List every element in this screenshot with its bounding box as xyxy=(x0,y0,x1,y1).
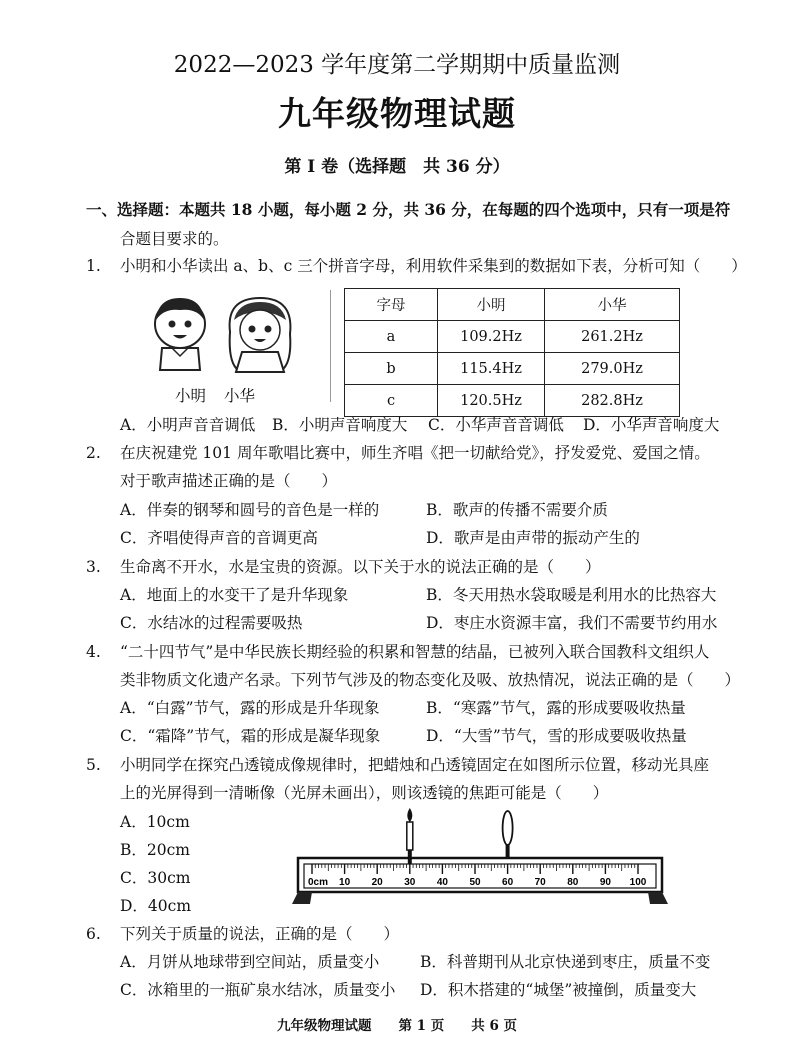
question-number: 5. xyxy=(86,756,101,774)
scale-label: 50 xyxy=(469,877,481,888)
question-text: “二十四节气”是中华民族长期经验的积累和智慧的结晶，已被列入联合国教科文组织人 xyxy=(120,643,710,661)
q1-option-c[interactable]: C．小华声音音调低 xyxy=(428,416,564,434)
question-text-cont: 上的光屏得到一清晰像（光屏未画出），则该透镜的焦距可能是（ ） xyxy=(120,784,609,802)
question-3 xyxy=(86,555,601,577)
q1-option-a[interactable]: A．小明声音音调低 xyxy=(120,416,256,434)
question-number: 1. xyxy=(86,257,101,275)
scale-label: 10 xyxy=(339,877,351,888)
q3-option-c[interactable]: C．水结冰的过程需要吸热 xyxy=(120,614,303,632)
q2-option-b[interactable]: B．歌声的传播不需要介质 xyxy=(426,501,608,519)
scale-label: 30 xyxy=(404,877,416,888)
scale-label: 0cm xyxy=(307,877,329,888)
q1-option-d[interactable]: D．小华声音响度大 xyxy=(583,416,720,434)
q3-option-b[interactable]: B．冬天用热水袋取暖是利用水的比热容大 xyxy=(426,586,717,604)
scale-label: 80 xyxy=(567,877,579,888)
question-text: 小明和小华读出 a、b、c 三个拼音字母，利用软件采集到的数据如下表，分析可知（ ） xyxy=(120,257,747,275)
q5-option-a[interactable]: A．10cm xyxy=(120,813,190,831)
label-xiaohua: 小华 xyxy=(224,387,256,405)
scale-label: 90 xyxy=(599,877,611,888)
table-cell: a xyxy=(345,321,438,353)
optical-bench xyxy=(290,808,670,906)
q4-option-a[interactable]: A．“白露”节气，露的形成是升华现象 xyxy=(120,699,380,717)
boy-figure xyxy=(155,298,205,370)
q2-option-a[interactable]: A．伴奏的钢琴和圆号的音色是一样的 xyxy=(120,501,380,519)
q6-option-c[interactable]: C．冰箱里的一瓶矿泉水结冰，质量变小 xyxy=(120,981,396,999)
q5-option-d[interactable]: D．40cm xyxy=(120,897,192,915)
question-number: 6. xyxy=(86,925,101,943)
candle xyxy=(407,808,413,864)
question-text: 小明同学在探究凸透镜成像规律时，把蜡烛和凸透镜固定在如图所示位置，移动光具座 xyxy=(120,756,710,774)
table-cell: 120.5Hz xyxy=(438,385,545,417)
q2-option-d[interactable]: D．歌声是由声带的振动产生的 xyxy=(426,529,640,547)
table-row xyxy=(345,353,680,385)
q5-option-b[interactable]: B．20cm xyxy=(120,841,190,859)
q4-option-d[interactable]: D．“大雪”节气，雪的形成要吸收热量 xyxy=(426,727,687,745)
bench-leg-right xyxy=(648,892,668,904)
table-cell: 109.2Hz xyxy=(438,321,545,353)
section-heading: 一、选择题：本题共 18 小题，每小题 2 分，共 36 分，在每题的四个选项中，只有一项是符 xyxy=(86,200,731,219)
q6-option-b[interactable]: B．科普期刊从北京快递到枣庄，质量不变 xyxy=(420,953,711,971)
children-illustration xyxy=(142,292,302,382)
question-5 xyxy=(86,753,709,775)
page-footer: 九年级物理试题 第 1 页 共 6 页 xyxy=(276,1018,518,1034)
question-text: 下列关于质量的说法，正确的是（ ） xyxy=(120,925,400,943)
table-cell: b xyxy=(345,353,438,385)
q3-option-a[interactable]: A．地面上的水变干了是升华现象 xyxy=(120,586,349,604)
header-cell: 字母 xyxy=(345,289,438,321)
question-2 xyxy=(86,441,710,463)
bench-leg-left xyxy=(292,892,312,904)
exam-title: 2022—2023 学年度第二学期期中质量监测 xyxy=(173,52,621,78)
q3-option-d[interactable]: D．枣庄水资源丰富，我们不需要节约用水 xyxy=(426,614,718,632)
table-left-rule xyxy=(330,290,331,402)
q6-option-a[interactable]: A．月饼从地球带到空间站，质量变小 xyxy=(120,953,380,971)
q4-option-b[interactable]: B．“寒露”节气，露的形成要吸收热量 xyxy=(426,699,686,717)
q4-option-c[interactable]: C．“霜降”节气，霜的形成是凝华现象 xyxy=(120,727,381,745)
question-number: 2. xyxy=(86,444,101,462)
scale-label: 100 xyxy=(629,877,647,888)
scale-label: 20 xyxy=(371,877,383,888)
scale-label: 60 xyxy=(502,877,514,888)
question-number: 3. xyxy=(86,558,101,576)
section-heading-cont: 合题目要求的。 xyxy=(120,230,229,248)
question-text: 在庆祝建党 101 周年歌唱比赛中，师生齐唱《把一切献给党》，抒发爱党、爱国之情。 xyxy=(120,444,710,462)
convex-lens xyxy=(503,811,513,859)
question-text-cont: 类非物质文化遗产名录。下列节气涉及的物态变化及吸、放热情况，说法正确的是（ ） xyxy=(120,671,741,689)
table-cell: 282.8Hz xyxy=(545,385,680,417)
frequency-table xyxy=(344,288,680,417)
scale-label: 70 xyxy=(534,877,546,888)
header-cell: 小明 xyxy=(438,289,545,321)
q1-option-b[interactable]: B．小明声音响度大 xyxy=(272,416,408,434)
volume-title: 第 I 卷（选择题 共 36 分） xyxy=(284,157,510,177)
table-cell: 115.4Hz xyxy=(438,353,545,385)
question-text-cont: 对于歌声描述正确的是（ ） xyxy=(120,472,338,490)
question-text: 生命离不开水，水是宝贵的资源。以下关于水的说法正确的是（ ） xyxy=(120,558,601,576)
question-1 xyxy=(86,254,747,276)
q2-option-c[interactable]: C．齐唱使得声音的音调更高 xyxy=(120,529,318,547)
header-cell: 小华 xyxy=(545,289,680,321)
q5-option-c[interactable]: C．30cm xyxy=(120,869,191,887)
question-number: 4. xyxy=(86,643,101,661)
q6-option-d[interactable]: D．积木搭建的“城堡”被撞倒，质量变大 xyxy=(420,981,697,999)
subject-title: 九年级物理试题 xyxy=(278,94,516,133)
girl-figure xyxy=(230,298,291,372)
table-cell: c xyxy=(345,385,438,417)
question-4 xyxy=(86,640,709,662)
table-row xyxy=(345,321,680,353)
label-xiaoming: 小明 xyxy=(175,387,207,405)
table-header-row xyxy=(345,289,680,321)
table-row xyxy=(345,385,680,417)
table-cell: 279.0Hz xyxy=(545,353,680,385)
question-6 xyxy=(86,922,399,944)
table-cell: 261.2Hz xyxy=(545,321,680,353)
scale-label: 40 xyxy=(436,877,448,888)
